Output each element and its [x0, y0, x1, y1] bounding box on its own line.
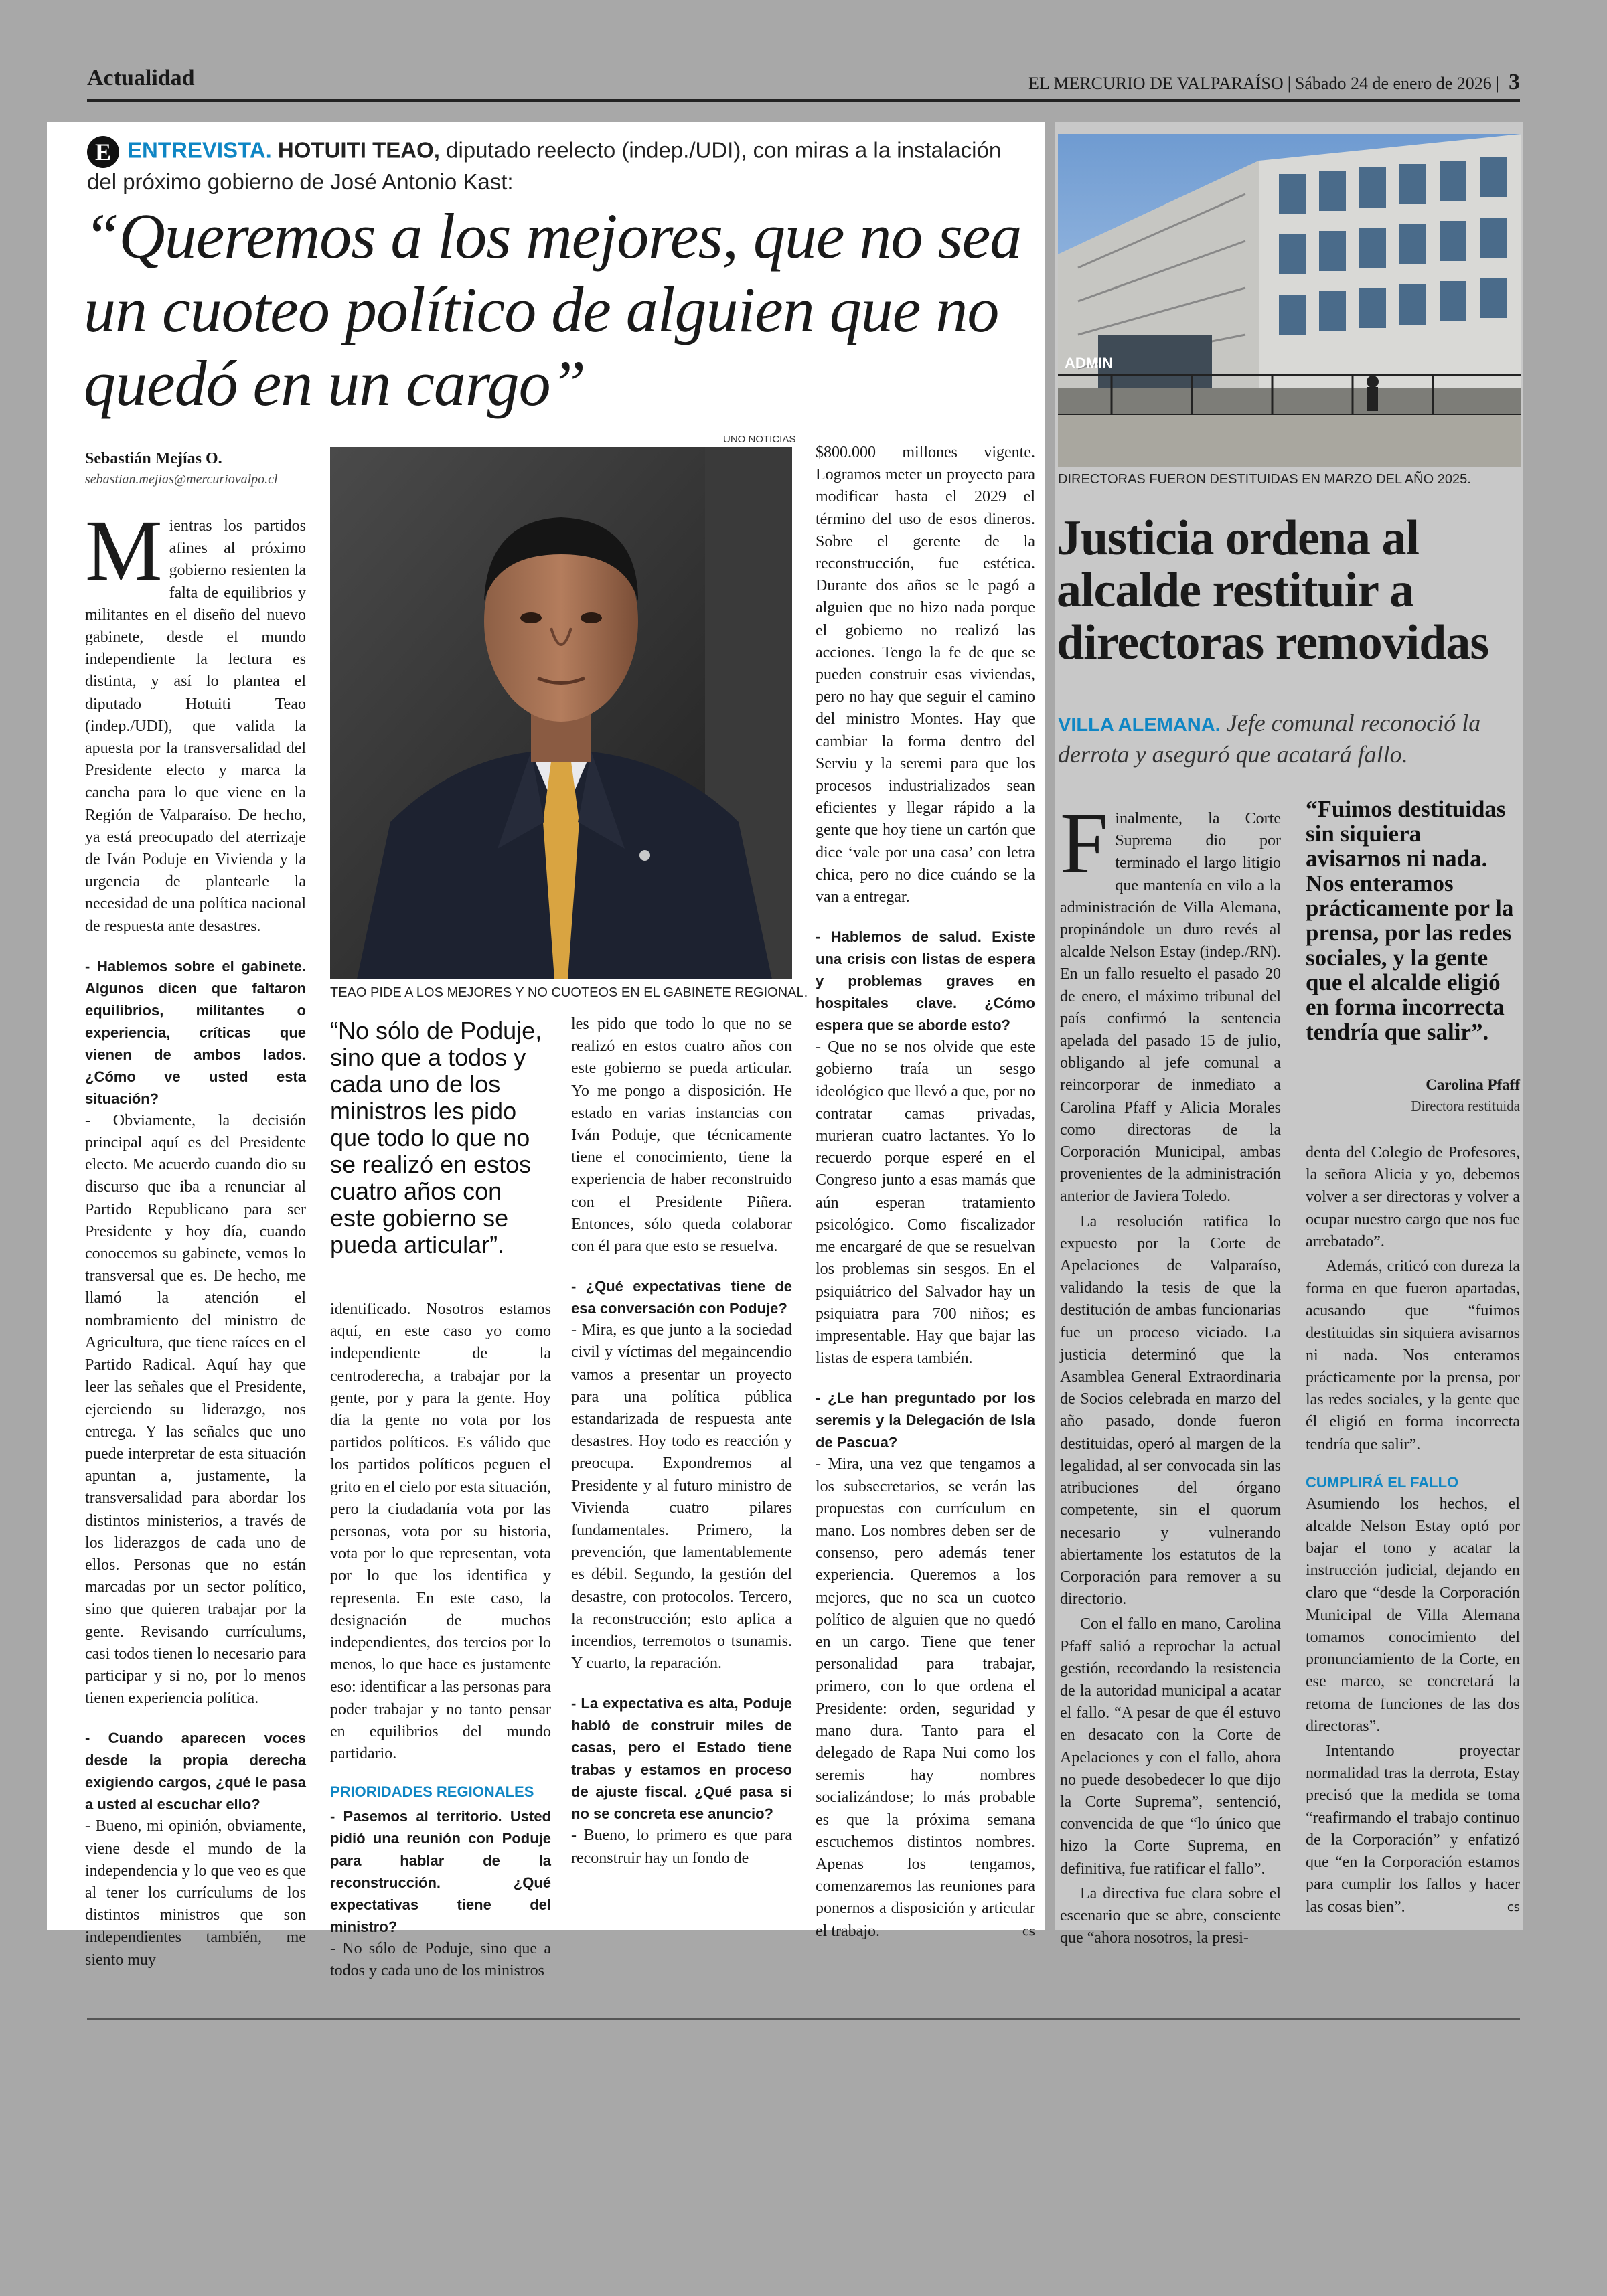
interview-column-4: [816, 442, 1035, 1943]
question-7: - ¿Le han preguntado por los seremis y la Delegación de Isla de Pascua?: [816, 1390, 1035, 1451]
side-story-quote: “Fuimos destituidas sin siquiera avisarnos ni nada. Nos enteramos prácticamente por la prensa, por las redes sociales, y la gente que el alcalde eligió en forma incorrecta tendría que salir”.: [1306, 796, 1514, 1045]
section-label: Actualidad: [87, 66, 195, 90]
interview-headline: “Queremos a los mejores, que no sea un cuoteo político de alguien que no quedó en un cargo”: [84, 200, 1022, 419]
interview-kicker: [87, 136, 1011, 196]
side-story-paragraph-6: Además, criticó con dureza la forma en que fueron apartadas, acusando que “fuimos destituidas sin siquiera avisarnos ni nada. Nos enteramos prácticamente por la prensa, por las redes sociales, y la gente que él eligió en forma incorrecta tendría que salir”.: [1306, 1258, 1520, 1453]
answer-5-continued: $800.000 millones vigente. Logramos meter un proyecto para modificar hasta el 2029 el término del uso de esos dineros. Sobre el gerente de la reconstrucción, fue estética. Durante dos años se le pagó a alguien que no hizo nada porque el gobierno no realizó las acciones. Tengo la fe de que se pueden construir esas viviendas, pero no hay que seguir el camino del ministro Montes. Hay que cambiar la forma dentro del Serviu y la seremi para que los procesos industrializados sean eficientes y llegar rápido a la gente que hoy tiene un cartón que dice ‘vale por una casa’ con letra chica, pero no dice cuándo se la van a entregar.: [816, 444, 1035, 906]
question-4: - ¿Qué expectativas tiene de esa conversación con Poduje?: [571, 1278, 792, 1317]
portrait-photo: [330, 447, 792, 979]
header-separator: |: [1287, 74, 1291, 93]
answer-3: - No sólo de Poduje, sino que a todos y cada uno de los ministros: [330, 1940, 551, 1980]
side-story-subhead: CUMPLIRÁ EL FALLO: [1306, 1473, 1459, 1491]
building-sign: ADMIN: [1065, 355, 1114, 372]
question-1: - Hablemos sobre el gabinete. Algunos dicen que faltaron equilibrios, militantes o experiencia, críticas que vienen de ambos lados. ¿Cómo ve usted esta situación?: [85, 957, 306, 1107]
page-header: [87, 66, 1520, 102]
answer-4: - Mira, es que junto a la sociedad civil y víctimas del megaincendio vamos a presentar un proyecto para una política pública estandarizada de respuesta ante desastres. Hoy todo es reacción y preocupa. Expondremos al Presidente y al futuro ministro de Vivienda cuatro pilares fundamentales. Primero, la prevención, que lamentablemente es débil. Segundo, la gestión del desastre, con protocolos. Tercero, la reconstrucción; esto aplica a incendios, terremotos o tsunamis. Y cuarto, la reparación.: [571, 1321, 792, 1673]
answer-7: [816, 1453, 1035, 1942]
building-illustration: [1058, 134, 1521, 467]
kicker-label: ENTREVISTA.: [127, 137, 272, 163]
quote-attribution-role: Directora restituida: [1411, 1098, 1520, 1114]
publication-name: EL MERCURIO DE VALPARAÍSO: [1028, 74, 1284, 93]
side-story-column-1: [1060, 795, 1281, 1949]
interview-badge-icon: E: [87, 136, 119, 168]
kicker-name: HOTUITI TEAO,: [277, 137, 440, 163]
pull-quote: “No sólo de Poduje, sino que a todos y cada uno de los ministros les pido que todo lo que no se realizó en estos cuatro años con este gobierno se pueda articular”.: [330, 1017, 542, 1258]
header-publication-info: [1028, 70, 1520, 95]
interview-column-1: [85, 503, 306, 1971]
side-story-paragraph-3: Con el fallo en mano, Carolina Pfaff salió a reprochar la actual gestión, recordando la resistencia de la autoridad municipal a acatar el fallo. “A pesar de que él estuvo en desacato con la Corte de Apelaciones y con el fallo, ahora no puede desobedecer lo que dijo la Corte Suprema”, sentenció, convencida de que “lo único que hizo la Corte Suprema, en definitiva, fue ratificar el fallo”.: [1060, 1615, 1281, 1878]
side-story-headline: Justicia ordena al alcalde restituir a directoras removidas: [1057, 511, 1489, 670]
side-story-kicker-text: Jefe comunal reconoció la derrota y aseguró que acatará fallo.: [1058, 710, 1481, 768]
intro-paragraph: [85, 503, 306, 938]
page-bottom-rule: [87, 2018, 1520, 2020]
answer-7-text: - Mira, una vez que tengamos a los subsecretarios, se verán las propuestas con currículum en mano. Los nombres deben ser de consenso, pero además tener experiencia. Queremos a los mejores, que no sea un cuoteo político de alguien que no quedó en un cargo. Tiene que tener personalidad para trabajar, primero, con lo que ordena el Presidente: orden, seguridad y mano dura. Tanto para el delegado de Rapa Nui como los seremis hay nombres socializándose; lo más probable es que la próxima semana escuchemos distintos nombres. Apenas los tengamos, comenzaremos las reuniones para ponernos a disposición y articular el trabajo.: [816, 1455, 1035, 1940]
side-story-column-2: [1306, 1142, 1520, 1918]
portrait-caption: TEAO PIDE A LOS MEJORES Y NO CUOTEOS EN EL GABINETE REGIONAL.: [330, 985, 808, 1000]
header-separator-2: |: [1495, 74, 1499, 93]
question-5: - La expectativa es alta, Poduje habló de construir miles de casas, pero el Estado tiene trabas y estamos en proceso de ajuste fiscal. ¿Qué pasa si no se concreta ese anuncio?: [571, 1695, 792, 1823]
side-story-p1-text: inalmente, la Corte Suprema dio por terminado el largo litigio que mantenía en vilo a la administración de Villa Alemana, propinándole un duro revés al alcalde Nelson Estay (indep./RN). En un fallo resuelto el pasado 20 de enero, el máximo tribunal del país confirmó la sentencia apelada del pasado 15 de julio, obligando al jefe comunal a reincorporar de inmediato a Carolina Pfaff y Alicia Morales como directoras de la Corporación Municipal, ambas provenientes de la administración anterior de Javiera Toledo.: [1060, 810, 1281, 1206]
subhead-regional: PRIORIDADES REGIONALES: [330, 1783, 534, 1801]
side-end-mark-icon: cs: [1507, 1900, 1520, 1914]
byline-author: Sebastián Mejías O.: [85, 450, 222, 467]
photo-credit: UNO NOTICIAS: [723, 434, 796, 445]
side-story-paragraph-4: La directiva fue clara sobre el escenario que se abre, consciente que “ahora nosotros, la presi-: [1060, 1884, 1281, 1947]
side-story-p8-text: Intentando proyectar normalidad tras la derrota, Estay precisó que la medida se toma “reafirmando el trabajo continuo de la Corporación” y enfatizó que “en la Corporación estamos para cumplir los fallos y hacer las cosas bien”.: [1306, 1742, 1520, 1916]
end-mark-icon: cs: [1022, 1924, 1035, 1939]
answer-3-continued: les pido que todo lo que no se realizó en estos cuatro años con este gobierno se pueda articular. Yo me pongo a disposición. He estado en varias instancias con Iván Poduje, que técnicamente tiene el conocimiento, tiene la experiencia de haber reconstruido con el Presidente Piñera. Entonces, sólo queda colaborar con él para que esto se resuelva.: [571, 1015, 792, 1256]
intro-text: ientras los partidos afines al próximo gobierno resienten la falta de equilibrios y militantes en el diseño del nuevo gabinete, desde el mundo independiente la lectura es distinta, y así lo plantea el diputado Hotuiti Teao (indep./UDI), que valida la apuesta por la transversalidad del Presidente electo y marca la cancha para lo que viene en la Región de Valparaíso. De hecho, ya está preocupado del aterrizaje de Iván Poduje en Vivienda y la urgencia de plantearle la necesidad de una política nacional de respuesta ante desastres.: [85, 517, 306, 935]
building-photo: [1058, 134, 1521, 467]
answer-2: - Bueno, mi opinión, obviamente, viene desde el mundo de la independencia y lo que veo es que al tener los currículums de los distintos ministros que son independientes también, me siento muy: [85, 1817, 306, 1969]
portrait-illustration: [330, 447, 792, 979]
byline-email[interactable]: sebastian.mejias@mercuriovalpo.cl: [85, 472, 278, 487]
quote-attribution-name: Carolina Pfaff: [1426, 1076, 1520, 1093]
side-story-paragraph-2: La resolución ratifica lo expuesto por la Corte de Apelaciones de Valparaíso, validando la tesis de que la destitución de ambas funcionarias fue un proceso viciado. La justicia determinó que la Asamblea General Extraordinaria de Socios celebrada en marzo del año pasado, donde fueron destituidas, operó al margen de la legalidad, al ser convocada sin las atribuciones del órgano competente, sin el quorum necesario y vulnerando abiertamente los estatutos de la Corporación para remover a su directorio.: [1060, 1212, 1281, 1609]
side-story-paragraph-7: Asumiendo los hechos, el alcalde Nelson Estay optó por bajar el tono y acatar la instrucción judicial, dejando en claro que “desde la Corporación Municipal de Villa Alemana tomamos conocimiento del pronunciamiento de la Corte, en ese marco, se concretará la retoma de funciones de las dos directoras”.: [1306, 1495, 1520, 1735]
interview-column-2: [330, 1299, 551, 1983]
question-2: - Cuando aparecen voces desde la propia derecha exigiendo cargos, ¿qué le pasa a usted al escuchar ello?: [85, 1730, 306, 1813]
answer-2-continued: identificado. Nosotros estamos aquí, en este caso yo como independiente de la centroderecha, a trabajar por la gente, por y para la gente. Hoy día la gente no vota por los partidos políticos. Es válido que los partidos políticos peguen el grito en el cielo por esta situación, pero la ciudadanía vota por las personas, vota por su historia, vota por lo que representan, vota por lo que los identifica y representa. En este caso, la designación de muchos independientes, dos tercios por lo menos, lo que hace es justamente eso: identificar a las personas para poder trabajar y no tanto pensar en equilibrios del mundo partidario.: [330, 1301, 551, 1763]
dropcap: M: [85, 503, 163, 599]
side-story-paragraph-1: [1060, 795, 1281, 1208]
building-caption: DIRECTORAS FUERON DESTITUIDAS EN MARZO DEL AÑO 2025.: [1058, 472, 1471, 487]
page-number: 3: [1509, 70, 1520, 94]
side-story-paragraph-5: denta del Colegio de Profesores, la señora Alicia y yo, debemos volver a ser directoras y volver a ocupar nuestro cargo que nos fue arrebatado”.: [1306, 1144, 1520, 1250]
issue-date: Sábado 24 de enero de 2026: [1294, 74, 1492, 93]
question-6: - Hablemos de salud. Existe una crisis con listas de espera y problemas graves en hospitales clave. ¿Cómo espera que se aborde esto?: [816, 928, 1035, 1034]
answer-1: - Obviamente, la decisión principal aquí es del Presidente electo. Me acuerdo cuando dio su discurso que iba a renunciar al Partido Republicano para ser Presidente y hoy día, cuando conocemos su gabinete, vemos lo transversal que es. De hecho, me llamó la atención el nombramiento del ministro de Agricultura, que tiene raíces en el Partido Radical. Aquí hay que leer las señales que el Presidente, ejerciendo su liderazgo, nos entrega. Y las señales que uno puede interpretar de esta situación apuntan a, justamente, la transversalidad para abordar los distintos ministerios, a través de los liderazgos de cada uno de ellos. Personas que no están marcadas por un sector político, sino que quieren trabajar por la gente. Revisando currículums, casi todos tienen lo necesario para participar y si no, por lo menos tienen experiencia política.: [85, 1111, 306, 1708]
answer-5: - Bueno, lo primero es que para reconstruir hay un fondo de: [571, 1827, 792, 1867]
side-story-dropcap: F: [1060, 795, 1109, 892]
side-story-location: VILLA ALEMANA.: [1058, 714, 1221, 736]
side-story-kicker: [1058, 708, 1520, 769]
question-3: - Pasemos al territorio. Usted pidió una reunión con Poduje para hablar de la reconstrucción. ¿Qué expectativas tiene del ministro?: [330, 1808, 551, 1936]
side-story-paragraph-8: [1306, 1740, 1520, 1918]
kicker-text: diputado reelecto (indep./UDI), con miras a la instalación del próximo gobierno de José Antonio Kast:: [87, 137, 1002, 194]
answer-6: - Que no se nos olvide que este gobierno traía un sesgo ideológico que llevó a que, por no contratar camas privadas, murieran cuatro lactantes. Yo lo recuerdo porque esperé en el Congreso junto a esas mamás que aún esperan tratamiento psicológico. Como fiscalizador me encargaré de que se resuelvan los problemas sin sesgos. En el psiquiátrico del Salvador hay un psiquiatra para 700 niños; es impresentable. Hay que bajar las listas de espera también.: [816, 1038, 1035, 1368]
interview-column-3: [571, 1013, 792, 1870]
